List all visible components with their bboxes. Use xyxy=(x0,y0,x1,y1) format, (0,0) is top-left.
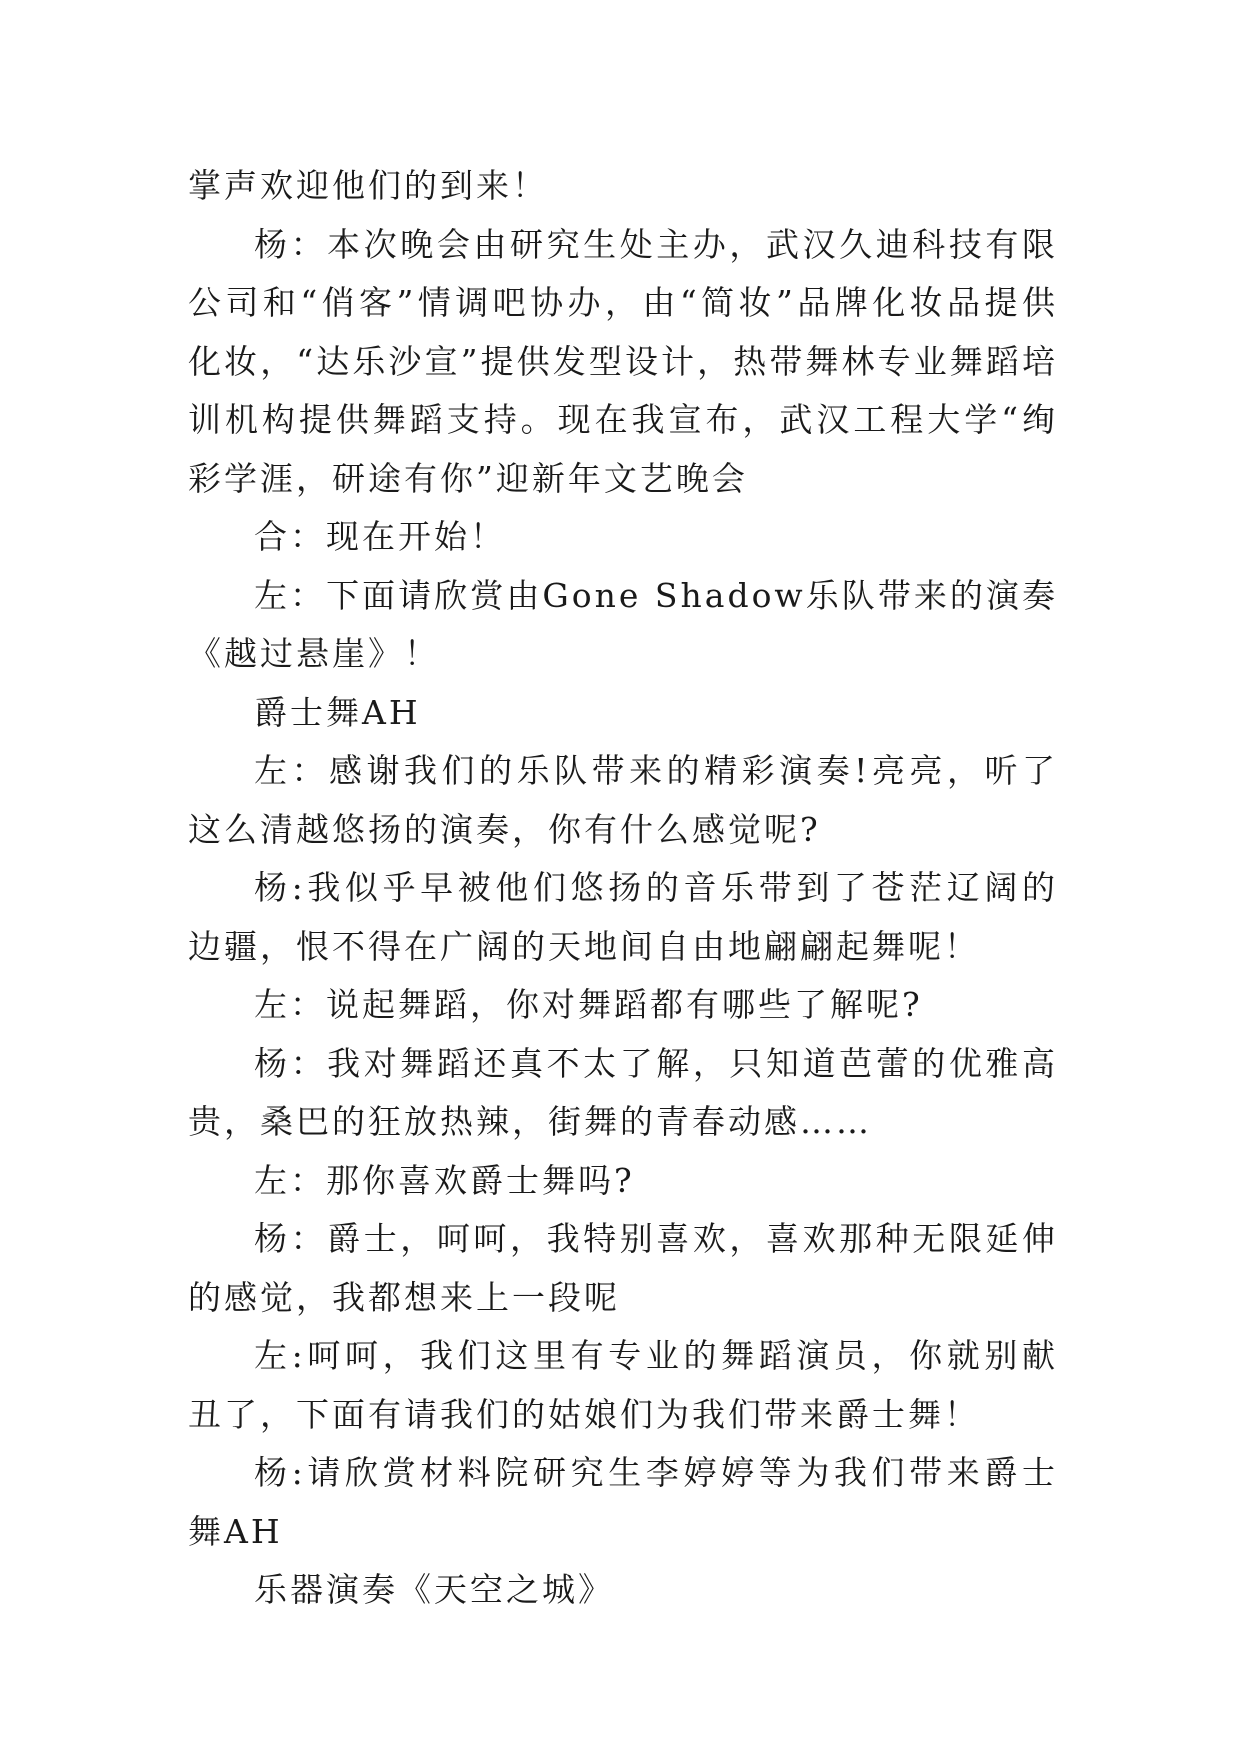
paragraph: 左：感谢我们的乐队带来的精彩演奏!亮亮，听了这么清越悠扬的演奏，你有什么感觉呢? xyxy=(188,751,1058,849)
paragraph: 掌声欢迎他们的到来！ xyxy=(188,166,548,205)
paragraph: 合：现在开始！ xyxy=(254,517,506,556)
paragraph: 乐器演奏《天空之城》 xyxy=(254,1570,614,1609)
paragraph: 爵士舞AH xyxy=(254,692,421,732)
paragraph: 杨：我对舞蹈还真不太了解，只知道芭蕾的优雅高贵，桑巴的狂放热辣，街舞的青春动感…… xyxy=(188,1043,1058,1141)
paragraph: 杨：爵士，呵呵，我特别喜欢，喜欢那种无限延伸的感觉，我都想来上一段呢 xyxy=(188,1219,1058,1317)
paragraph: 左:呵呵，我们这里有专业的舞蹈演员，你就别献丑了，下面有请我们的姑娘们为我们带来爵士舞！ xyxy=(188,1336,1058,1434)
paragraph: 左：下面请欣赏由Gone Shadow乐队带来的演奏《越过悬崖》！ xyxy=(188,575,1058,673)
paragraph: 杨:请欣赏材料院研究生李婷婷等为我们带来爵士舞AH xyxy=(188,1453,1058,1551)
paragraph: 左：那你喜欢爵士舞吗? xyxy=(254,1160,635,1200)
paragraph: 杨:我似乎早被他们悠扬的音乐带到了苍茫辽阔的边疆，恨不得在广阔的天地间自由地翩翩起舞呢！ xyxy=(188,868,1058,966)
paragraph: 杨：本次晚会由研究生处主办，武汉久迪科技有限公司和“俏客”情调吧协办，由“简妆”品牌化妆品提供化妆，“达乐沙宣”提供发型设计，热带舞林专业舞蹈培训机构提供舞蹈支持。现在我宣布，武汉工程大学“绚彩学涯，研途有你”迎新年文艺晚会 xyxy=(188,224,1058,498)
paragraph: 左：说起舞蹈，你对舞蹈都有哪些了解呢? xyxy=(254,985,923,1024)
script-text-body xyxy=(188,157,1058,1620)
